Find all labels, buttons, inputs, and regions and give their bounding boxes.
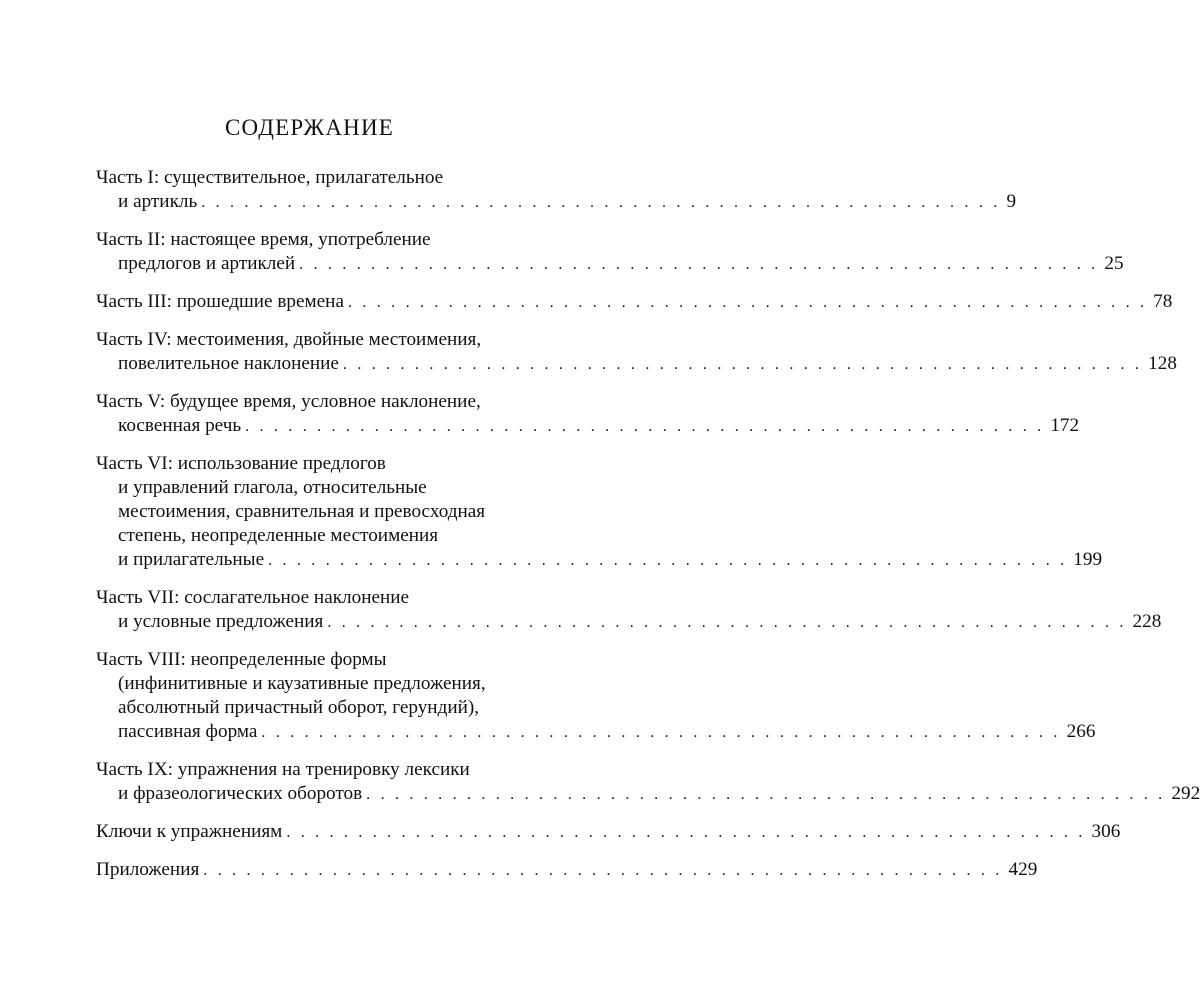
page-number: 9 (1006, 191, 1017, 212)
toc-entry-line: местоимения, сравнительная и превосходная (118, 501, 486, 522)
page-number: 306 (1091, 821, 1121, 842)
toc-entry-line: и фразеологических оборотов (118, 783, 363, 804)
table-of-contents (96, 166, 1200, 896)
toc-entry-line: Часть IX: упражнения на тренировку лексики (96, 759, 470, 780)
toc-entry-line: (инфинитивные и каузативные предложения, (118, 673, 486, 694)
toc-entry-line: Часть III: прошедшие времена (96, 291, 344, 312)
page-number: 228 (1132, 611, 1162, 632)
toc-entry-line: Часть VIII: неопределенные формы (96, 649, 387, 670)
toc-entry (96, 390, 1080, 439)
dot-leader: . . . . . . . . . . . . . . . . . . . . . . . . . . . . . . . . . . . . . . . . . . . . . . . . . . . . . . . . (366, 786, 1166, 803)
toc-entry (96, 858, 1038, 883)
toc-entry-line: пассивная форма (118, 721, 258, 742)
page-number: 199 (1073, 549, 1103, 570)
page-number: 78 (1153, 291, 1173, 312)
toc-entry-line: Приложения (96, 859, 200, 880)
toc-entry-last-line (96, 820, 1121, 845)
toc-entry-line: Часть I: существительное, прилагательное (96, 167, 444, 188)
dot-leader: . . . . . . . . . . . . . . . . . . . . . . . . . . . . . . . . . . . . . . . . . . . . . . . . . . . . . . . . (261, 724, 1061, 741)
toc-entry-last-line (96, 548, 1103, 573)
toc-entry-last-line (96, 252, 1124, 277)
dot-leader: . . . . . . . . . . . . . . . . . . . . . . . . . . . . . . . . . . . . . . . . . . . . . . . . . . . . . . . . (342, 356, 1143, 373)
toc-entry-line: абсолютный причастный оборот, герундий), (118, 697, 480, 718)
dot-leader: . . . . . . . . . . . . . . . . . . . . . . . . . . . . . . . . . . . . . . . . . . . . . . . . . . . . . . . . (268, 552, 1068, 569)
page-number: 25 (1104, 253, 1124, 274)
dot-leader: . . . . . . . . . . . . . . . . . . . . . . . . . . . . . . . . . . . . . . . . . . . . . . . . . . . . . . . . (201, 194, 1001, 211)
toc-entry (96, 586, 1162, 635)
toc-entry-line: повелительное наклонение (118, 353, 339, 374)
dot-leader: . . . . . . . . . . . . . . . . . . . . . . . . . . . . . . . . . . . . . . . . . . . . . . . . . . . . . . . . (347, 294, 1148, 311)
dot-leader: . . . . . . . . . . . . . . . . . . . . . . . . . . . . . . . . . . . . . . . . . . . . . . . . . . . . . . . . (286, 824, 1086, 841)
toc-entry-line: и артикль (118, 191, 198, 212)
page-number: 266 (1066, 721, 1096, 742)
toc-entry-line: степень, неопределенные местоимения (118, 525, 439, 546)
dot-leader: . . . . . . . . . . . . . . . . . . . . . . . . . . . . . . . . . . . . . . . . . . . . . . . . . . . . . . . . (245, 418, 1045, 435)
toc-entry-line: Часть V: будущее время, условное наклонение, (96, 391, 481, 412)
toc-entry (96, 228, 1124, 277)
toc-entry-line: косвенная речь (118, 415, 242, 436)
toc-entry-last-line (96, 190, 1017, 215)
page-number: 128 (1148, 353, 1177, 374)
toc-entry-line: Часть IV: местоимения, двойные местоимения, (96, 329, 482, 350)
dot-leader: . . . . . . . . . . . . . . . . . . . . . . . . . . . . . . . . . . . . . . . . . . . . . . . . . . . . . . . . (203, 862, 1003, 879)
toc-entry-last-line (96, 858, 1038, 883)
toc-entry (96, 758, 1200, 807)
toc-entry-line: и управлений глагола, относительные (118, 477, 427, 498)
toc-entry (96, 290, 1173, 315)
page-number: 172 (1050, 415, 1080, 436)
toc-entry-last-line (96, 414, 1080, 439)
toc-entry-last-line (96, 610, 1162, 635)
page-title: СОДЕРЖАНИЕ (224, 115, 394, 140)
dot-leader: . . . . . . . . . . . . . . . . . . . . . . . . . . . . . . . . . . . . . . . . . . . . . . . . . . . . . . . . (327, 614, 1127, 631)
toc-entry-line: Ключи к упражнениям (96, 821, 283, 842)
dot-leader: . . . . . . . . . . . . . . . . . . . . . . . . . . . . . . . . . . . . . . . . . . . . . . . . . . . . . . . . (299, 256, 1099, 273)
toc-entry-line: Часть VII: сослагательное наклонение (96, 587, 410, 608)
toc-entry-line: и прилагательные (118, 549, 265, 570)
toc-entry-line: предлогов и артиклей (118, 253, 296, 274)
toc-entry (96, 452, 1103, 573)
toc-entry-last-line (96, 720, 1096, 745)
toc-entry-line: и условные предложения (118, 611, 324, 632)
toc-entry-line: Часть II: настоящее время, употребление (96, 229, 431, 250)
toc-entry-last-line (96, 290, 1173, 315)
toc-entry (96, 166, 1017, 215)
page-number: 292 (1171, 783, 1200, 804)
toc-entry-line: Часть VI: использование предлогов (96, 453, 386, 474)
toc-entry (96, 820, 1121, 845)
toc-entry-last-line (96, 782, 1200, 807)
toc-entry (96, 648, 1096, 745)
toc-entry (96, 328, 1177, 377)
page-number: 429 (1008, 859, 1038, 880)
toc-entry-last-line (96, 352, 1177, 377)
